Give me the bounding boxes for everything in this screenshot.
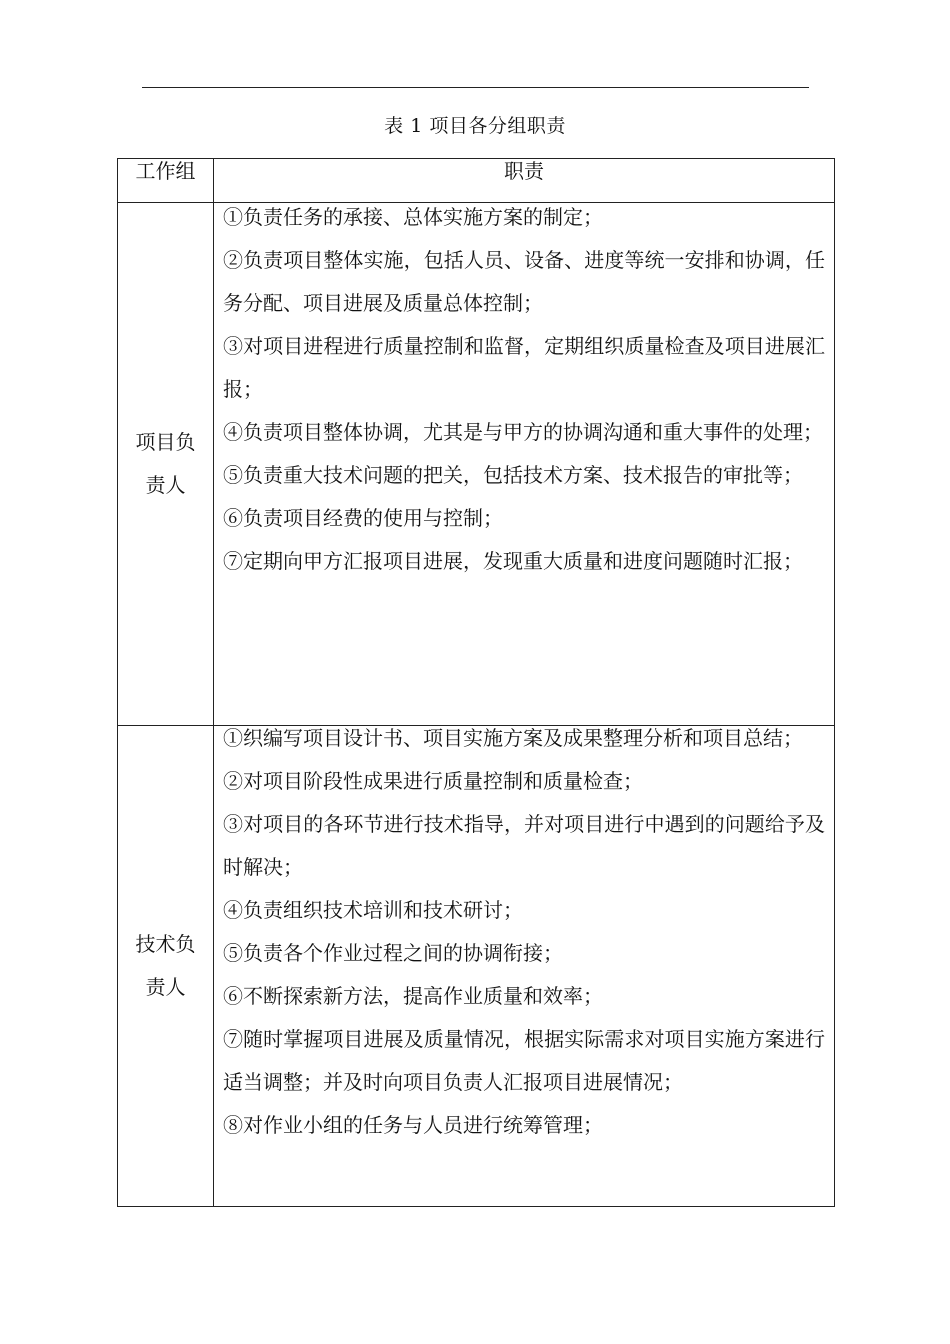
duty-item: ⑦定期向甲方汇报项目进展，发现重大质量和进度问题随时汇报； xyxy=(223,549,803,573)
table-caption: 表 1 项目各分组职责 xyxy=(384,115,566,137)
group-label-project-lead: 项目负责人 xyxy=(135,430,196,497)
duty-item: ①负责任务的承接、总体实施方案的制定； xyxy=(223,205,603,229)
duty-item: ③对项目进程进行质量控制和监督，定期组织质量检查及项目进展汇报； xyxy=(223,334,825,401)
duty-item: ⑤负责重大技术问题的把关，包括技术方案、技术报告的审批等； xyxy=(223,463,803,487)
table-row-technical-lead xyxy=(118,726,835,1207)
group-cell-technical-lead xyxy=(118,726,214,1207)
header-duties-label: 职责 xyxy=(504,159,544,183)
group-cell-project-lead xyxy=(118,203,214,726)
duty-item: ⑤负责各个作业过程之间的协调衔接； xyxy=(223,941,563,965)
duty-item: ②对项目阶段性成果进行质量控制和质量检查； xyxy=(223,769,643,793)
table-row-project-lead xyxy=(118,203,835,726)
duty-item: ⑥负责项目经费的使用与控制； xyxy=(223,506,503,530)
header-rule xyxy=(142,87,809,88)
header-group-label: 工作组 xyxy=(135,159,196,183)
duty-item: ⑧对作业小组的任务与人员进行统筹管理； xyxy=(223,1113,603,1137)
duty-item: ④负责项目整体协调，尤其是与甲方的协调沟通和重大事件的处理； xyxy=(223,420,823,444)
duty-item: ①织编写项目设计书、项目实施方案及成果整理分析和项目总结； xyxy=(223,726,803,750)
duty-item: ⑦随时掌握项目进展及质量情况，根据实际需求对项目实施方案进行适当调整；并及时向项目负责人汇报项目进展情况； xyxy=(223,1027,825,1094)
duty-cell-project-lead xyxy=(214,203,835,726)
responsibilities-table xyxy=(117,158,835,1207)
header-group xyxy=(118,159,214,203)
group-label-technical-lead: 技术负责人 xyxy=(135,932,196,999)
duty-cell-technical-lead xyxy=(214,726,835,1207)
duty-list-project-lead xyxy=(223,196,825,583)
duty-item: ⑥不断探索新方法，提高作业质量和效率； xyxy=(223,984,603,1008)
duty-item: ④负责组织技术培训和技术研讨； xyxy=(223,898,523,922)
duty-item: ②负责项目整体实施，包括人员、设备、进度等统一安排和协调，任务分配、项目进展及质量总体控制； xyxy=(223,248,825,315)
duty-list-technical-lead xyxy=(223,717,825,1147)
duty-item: ③对项目的各环节进行技术指导，并对项目进行中遇到的问题给予及时解决； xyxy=(223,812,825,879)
